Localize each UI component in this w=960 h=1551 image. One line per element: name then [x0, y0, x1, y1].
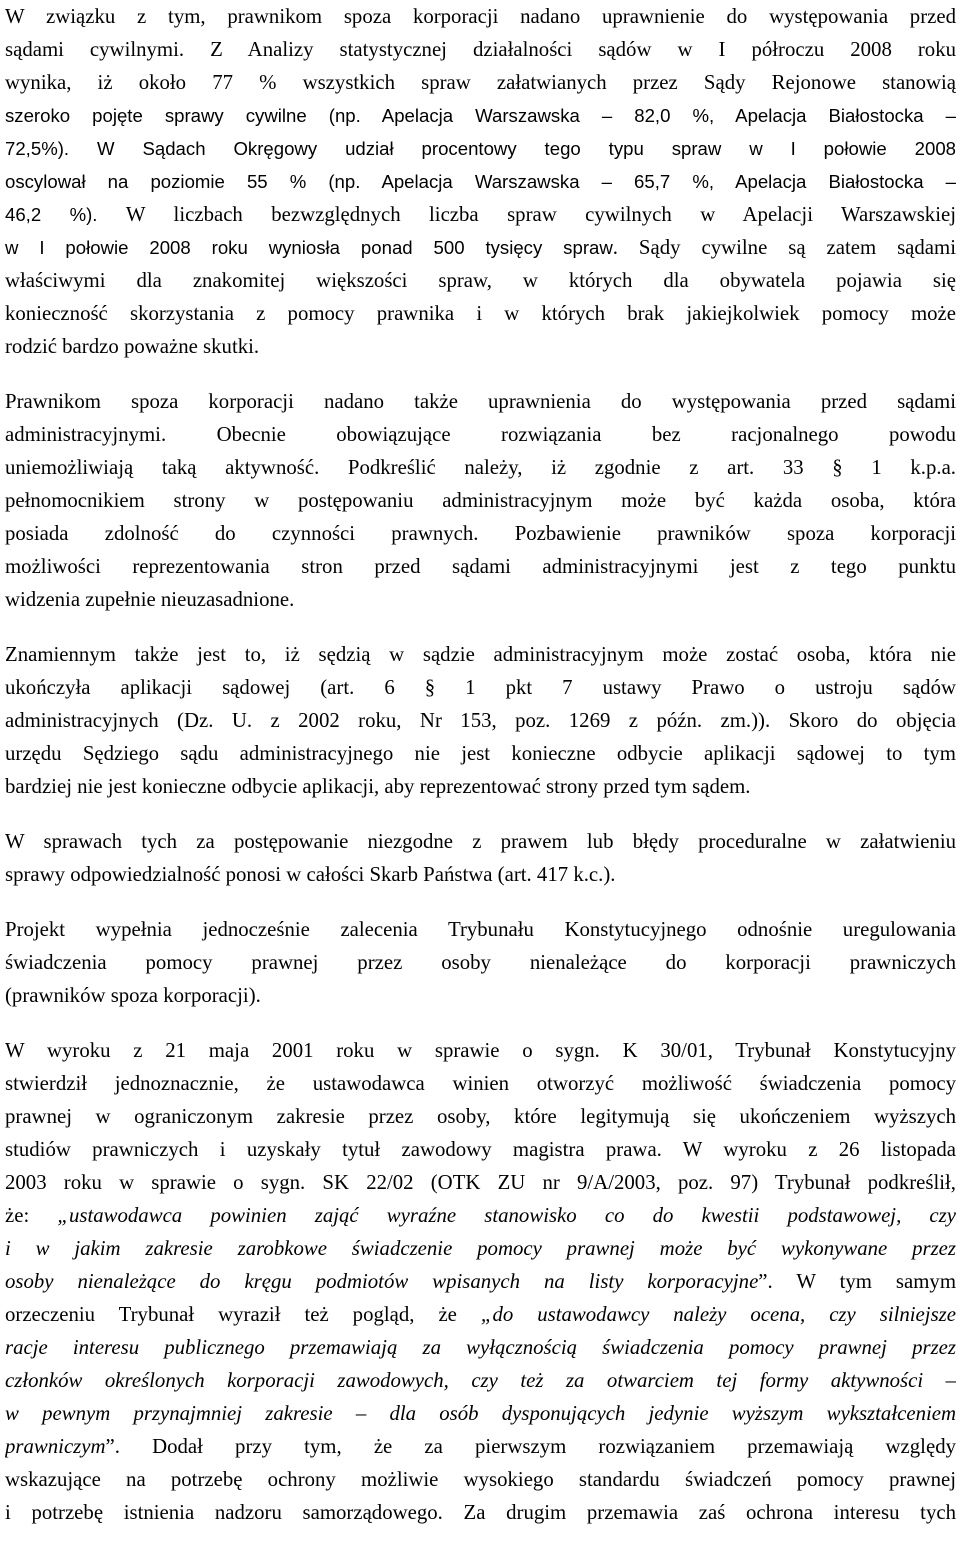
text-segment: urzędu Sędziego sądu administracyjnego nie jest konieczne odbycie aplikacji sądowej to tym: [5, 742, 956, 765]
document-body: [5, 0, 956, 1551]
text-segment: konieczność skorzystania z pomocy prawnika i w których brak jakiejkolwiek pomocy może: [5, 302, 956, 325]
text-segment: świadczenia pomocy prawnej przez osoby nienależące do korporacji prawniczych: [5, 951, 956, 974]
text-segment: szeroko pojęte sprawy cywilne (np.: [5, 105, 382, 126]
text-line: [5, 132, 956, 165]
text-segment: orzeczeniu Trybunał wyraził też pogląd, że: [5, 1303, 481, 1326]
paragraph: [5, 1034, 956, 1529]
text-segment: i potrzebę istnienia nadzoru samorządowego. Za drugim przemawia zaś ochrona interesu tych: [5, 1501, 956, 1524]
text-line: [5, 517, 956, 550]
text-segment: posiada zdolność do czynności prawnych. Pozbawienie prawników spoza korporacji: [5, 522, 956, 545]
text-segment: uniemożliwiają taką aktywność. Podkreślić należy, iż zgodnie z art. 33 § 1 k.p.a.: [5, 456, 956, 479]
text-segment: ”. Dodał przy tym, że za pierwszym rozwiązaniem przemawiają względy: [105, 1435, 956, 1458]
text-line: [5, 1265, 956, 1298]
text-segment: administracyjnych (Dz. U. z 2002 roku, Nr 153, poz. 1269 z późn. zm.)). Skoro do objęcia: [5, 709, 956, 732]
quoted-text: i w jakim zakresie zarobkowe świadczenie pomocy prawnej może być wykonywane przez: [5, 1237, 956, 1260]
text-segment: sprawy odpowiedzialność ponosi w całości Skarb Państwa (art. 417 k.c.).: [5, 863, 616, 886]
text-line: [5, 264, 956, 297]
text-line: [5, 66, 956, 99]
text-segment: sądami cywilnymi. Z Analizy statystycznej działalności sądów w I półroczu 2008 roku: [5, 38, 956, 61]
quoted-text: osoby nienależące do kręgu podmiotów wpisanych na listy korporacyjne: [5, 1270, 759, 1293]
text-segment: wskazujące na potrzebę ochrony możliwie wysokiego standardu świadczeń pomocy prawnej: [5, 1468, 956, 1491]
text-line: [5, 0, 956, 33]
quoted-text: prawniczym: [5, 1435, 106, 1458]
text-line: [5, 1034, 956, 1067]
text-line: [5, 913, 956, 946]
text-line: [5, 1364, 956, 1397]
text-line: [5, 550, 956, 583]
text-line: [5, 979, 956, 1012]
text-segment: Apelacja Warszawska – 65,7 %, Apelacja Białostocka –: [381, 171, 956, 192]
text-segment: W liczbach bezwzględnych liczba spraw cywilnych w Apelacji Warszawskiej: [125, 203, 956, 226]
text-line: [5, 1430, 956, 1463]
text-line: [5, 99, 956, 132]
text-segment: prawnej w ograniczonym zakresie przez osoby, które legitymują się ukończeniem wyższych: [5, 1105, 956, 1128]
text-segment: ”. W tym samym: [758, 1270, 956, 1293]
text-segment: Projekt wypełnia jednocześnie zalecenia Trybunału Konstytucyjnego odnośnie uregulowania: [5, 918, 956, 941]
text-line: [5, 825, 956, 858]
text-line: [5, 1331, 956, 1364]
text-segment: . Sądy cywilne są zatem sądami: [612, 236, 956, 259]
text-segment: pełnomocnikiem strony w postępowaniu administracyjnym może być każda osoba, która: [5, 489, 956, 512]
text-segment: W związku z tym, prawnikom spoza korporacji nadano uprawnienie do występowania przed: [5, 5, 956, 28]
quoted-text: racje interesu publicznego przemawiają za wyłącznością świadczenia pomocy prawnej przez: [5, 1336, 956, 1359]
quoted-text: członków określonych korporacji zawodowych, czy też za otwarciem tej formy aktywności –: [5, 1369, 956, 1392]
text-segment: 2003 roku w sprawie o sygn. SK 22/02 (OTK ZU nr 9/A/2003, poz. 97) Trybunał podkreślił,: [5, 1171, 956, 1194]
text-segment: Apelacja Warszawska – 82,0 %, Apelacja Białostocka –: [381, 105, 956, 126]
text-segment: 72,5%): [5, 138, 64, 159]
text-line: [5, 33, 956, 66]
text-segment: możliwości reprezentowania stron przed sądami administracyjnymi jest z tego punktu: [5, 555, 956, 578]
text-line: [5, 451, 956, 484]
text-line: [5, 418, 956, 451]
text-segment: W sprawach tych za postępowanie niezgodne z prawem lub błędy proceduralne w załatwieniu: [5, 830, 956, 853]
text-line: [5, 1100, 956, 1133]
text-line: [5, 198, 956, 231]
text-line: [5, 1166, 956, 1199]
text-segment: W wyroku z 21 maja 2001 roku w sprawie o sygn. K 30/01, Trybunał Konstytucyjny: [5, 1039, 956, 1062]
paragraph: [5, 913, 956, 1012]
text-line: [5, 704, 956, 737]
text-line: [5, 946, 956, 979]
text-segment: 46,2 %).: [5, 204, 126, 225]
text-line: [5, 297, 956, 330]
text-line: [5, 1298, 956, 1331]
text-line: [5, 330, 956, 363]
text-segment: oscylował na poziomie 55 % (np.: [5, 171, 382, 192]
text-segment: Znamiennym także jest to, iż sędzią w sądzie administracyjnym może zostać osoba, która nie: [5, 643, 956, 666]
text-line: [5, 858, 956, 891]
text-segment: studiów prawniczych i uzyskały tytuł zawodowy magistra prawa. W wyroku z 26 listopada: [5, 1138, 956, 1161]
paragraph: [5, 638, 956, 803]
text-segment: w I połowie 2008 roku wyniosła ponad 500 tysięcy spraw: [5, 237, 613, 258]
paragraph: [5, 825, 956, 891]
text-segment: administracyjnymi. Obecnie obowiązujące rozwiązania bez racjonalnego powodu: [5, 423, 956, 446]
text-line: [5, 484, 956, 517]
text-line: [5, 1397, 956, 1430]
text-line: [5, 1067, 956, 1100]
quoted-text: „do ustawodawcy należy ocena, czy silniejsze: [480, 1303, 956, 1326]
text-line: [5, 671, 956, 704]
quoted-text: w pewnym przynajmniej zakresie – dla osób dysponujących jedynie wyższym wykształceniem: [5, 1402, 956, 1425]
text-segment: właściwymi dla znakomitej większości spraw, w których dla obywatela pojawia się: [5, 269, 956, 292]
text-line: [5, 1496, 956, 1529]
text-line: [5, 385, 956, 418]
paragraph: [5, 0, 956, 363]
text-segment: bardziej nie jest konieczne odbycie aplikacji, aby reprezentować strony przed tym sądem.: [5, 775, 751, 798]
text-segment: widzenia zupełnie nieuzasadnione.: [5, 588, 295, 611]
text-line: [5, 638, 956, 671]
text-line: [5, 1463, 956, 1496]
text-segment: ukończyła aplikacji sądowej (art. 6 § 1 pkt 7 ustawy Prawo o ustroju sądów: [5, 676, 956, 699]
text-segment: wynika, iż około 77 % wszystkich spraw załatwianych przez Sądy Rejonowe stanowią: [5, 71, 956, 94]
text-segment: Prawnikom spoza korporacji nadano także uprawnienia do występowania przed sądami: [5, 390, 956, 413]
text-line: [5, 165, 956, 198]
text-line: [5, 770, 956, 803]
text-line: [5, 1133, 956, 1166]
text-segment: . W Sądach Okręgowy udział procentowy tego typu spraw w I połowie 2008: [63, 138, 956, 159]
text-segment: rodzić bardzo poważne skutki.: [5, 335, 260, 358]
text-line: [5, 1199, 956, 1232]
paragraph: [5, 385, 956, 616]
text-line: [5, 583, 956, 616]
text-line: [5, 1232, 956, 1265]
text-line: [5, 737, 956, 770]
text-segment: że:: [5, 1204, 58, 1227]
quoted-text: „ustawodawca powinien zająć wyraźne stanowisko co do kwestii podstawowej, czy: [57, 1204, 956, 1227]
text-line: [5, 231, 956, 264]
text-segment: (prawników spoza korporacji).: [5, 984, 261, 1007]
text-segment: stwierdził jednoznacznie, że ustawodawca winien otworzyć możliwość świadczenia pomocy: [5, 1072, 956, 1095]
